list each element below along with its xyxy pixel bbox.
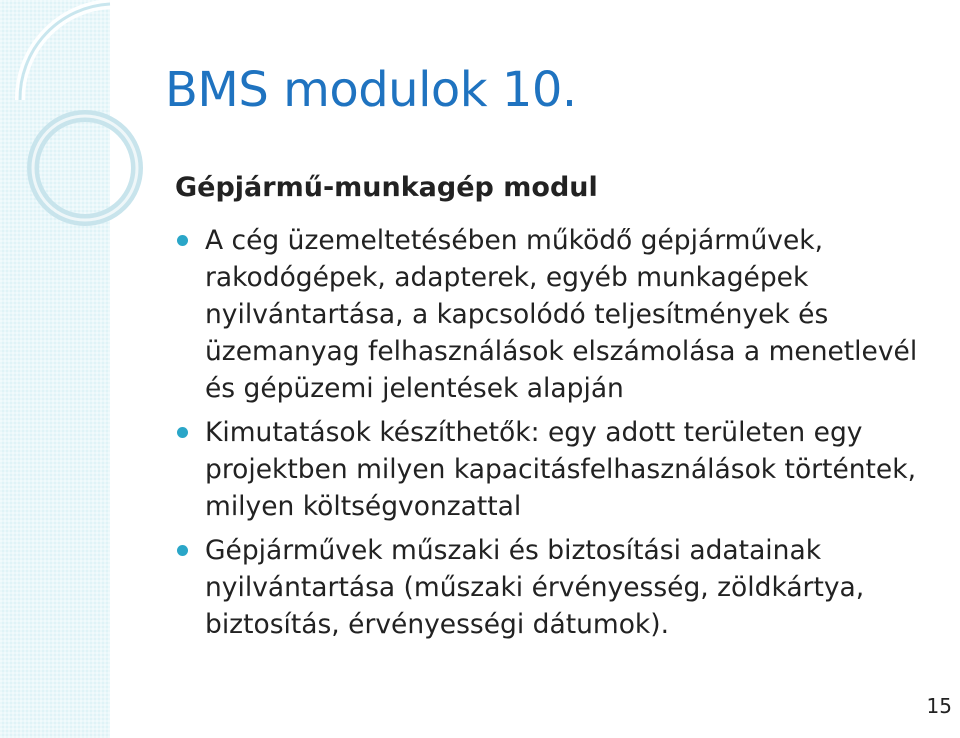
bullet-text: Gépjárművek műszaki és biztosítási adatainak nyilvántartása (műszaki érvényesség, zöldkártya, biztosítás, érvényességi dátumok).: [205, 535, 865, 640]
bullet-text: Kimutatások készíthetők: egy adott területen egy projektben milyen kapacitásfelhasználások történtek, milyen költségvonzattal: [205, 417, 917, 522]
bullet-text: A cég üzemeltetésében működő gépjárművek, rakodógépek, adapterek, egyéb munkagépek nyilvántartása, a kapcsolódó teljesítmények és üzemanyag felhasználások elszámolása a menetlevél és gépüzemi jelentések alapján: [205, 225, 918, 404]
bullet-list: [175, 222, 945, 650]
section-subtitle: Gépjármű-munkagép modul: [175, 172, 598, 203]
bullet-item: [175, 532, 945, 643]
bullet-dot-icon: [177, 427, 188, 438]
page-number: 15: [926, 694, 952, 718]
decorative-arcs: [0, 0, 200, 240]
bullet-item: [175, 222, 945, 407]
bullet-item: [175, 414, 945, 525]
bullet-dot-icon: [177, 235, 188, 246]
bullet-dot-icon: [177, 545, 188, 556]
slide-title: BMS modulok 10.: [165, 62, 577, 118]
